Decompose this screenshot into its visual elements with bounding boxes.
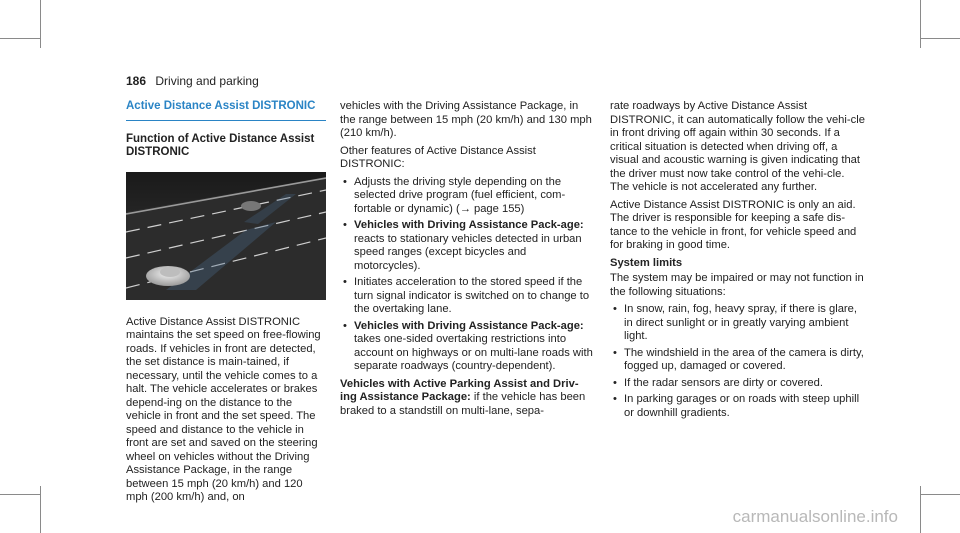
paragraph: Other features of Active Distance Assist DISTRONIC: (340, 144, 536, 170)
list-item: • In parking garages or on roads with steep uphill or downhill gradients. (610, 393, 865, 420)
column-3 (610, 100, 865, 424)
crop-mark (40, 486, 41, 533)
page-header (126, 74, 259, 88)
crop-mark (920, 486, 921, 533)
paragraph: vehicles with the Driving Assistance Package, in the range between 15 mph (20 km/h) and 130 mph (210 km/h). (340, 100, 592, 139)
section-title: Active Distance Assist DISTRONIC (126, 100, 326, 121)
crop-mark (920, 0, 921, 48)
list-item: • Adjusts the driving style depending on the selected drive program (fuel efficient, com-fortable or dynamic) (→ page 155) (340, 176, 595, 217)
list-item: • In snow, rain, fog, heavy spray, if there is glare, in direct sunlight or in greatly varying ambient light. (610, 303, 865, 344)
list-item: • Vehicles with Driving Assistance Pack-age: reacts to stationary vehicles detected in urban speed ranges (except bicycles and motorcycles). (340, 219, 595, 273)
paragraph: Active Distance Assist DISTRONIC is only an aid. The driver is responsible for keeping a safe dis-tance to the vehicle in front, for vehicle speed and for braking in good time. (610, 198, 857, 251)
road-illustration (126, 172, 326, 300)
road-scene-image (126, 172, 326, 300)
limits-list (610, 303, 865, 420)
page-number: 186 (126, 74, 147, 88)
system-limits-heading: System limits (610, 256, 683, 269)
crop-mark (40, 0, 41, 48)
column-2 (340, 100, 595, 422)
section-name: Driving and parking (155, 74, 259, 88)
paragraph: The system may be impaired or may not function in the following situations: (610, 272, 864, 298)
subsection-title: Function of Active Distance Assist DISTRONIC (126, 132, 315, 158)
crop-mark (0, 494, 40, 495)
list-item: • The windshield in the area of the camera is dirty, fogged up, damaged or covered. (610, 347, 865, 374)
list-item: • If the radar sensors are dirty or covered. (610, 377, 865, 391)
crop-mark (920, 38, 960, 39)
column-1 (126, 100, 326, 509)
crop-mark (0, 38, 40, 39)
features-list (340, 176, 595, 374)
crop-mark (920, 494, 960, 495)
paragraph: Active Distance Assist DISTRONIC maintains the set speed on free-flowing roads. If vehicles in front are detected, the set distance is main-tained, if necessary, until the vehicle comes to a halt. The vehicle accelerates or brakes depend-ing on the distance to the vehicle in front and the set speed. The speed and distance to the vehicle in front are set and saved on the steering wheel on vehicles without the Driving Assistance Package, in the range between 15 mph (20 km/h) and 120 mph (200 km/h) and, on (126, 315, 321, 503)
paragraph: Vehicles with Active Parking Assist and Driv-ing Assistance Package: if the vehicle has been braked to a standstill on multi-lane, sepa- (340, 377, 586, 417)
list-item: • Vehicles with Driving Assistance Pack-age: takes one-sided overtaking restrictions into account on highways or on multi-lane roads with separate roadways (country-dependent). (340, 320, 595, 374)
paragraph: rate roadways by Active Distance Assist DISTRONIC, it can automatically follow the vehi-cle in front driving off again within 30 seconds. If a critical situation is detected when driving off, a visual and acoustic warning is given indicating that the driver must now take control of the vehi-cle. The vehicle is not accelerated any further. (610, 100, 865, 193)
watermark: carmanualsonline.info (732, 507, 898, 526)
list-item: • Initiates acceleration to the stored speed if the turn signal indicator is switched on to change to the overtaking lane. (340, 276, 595, 317)
